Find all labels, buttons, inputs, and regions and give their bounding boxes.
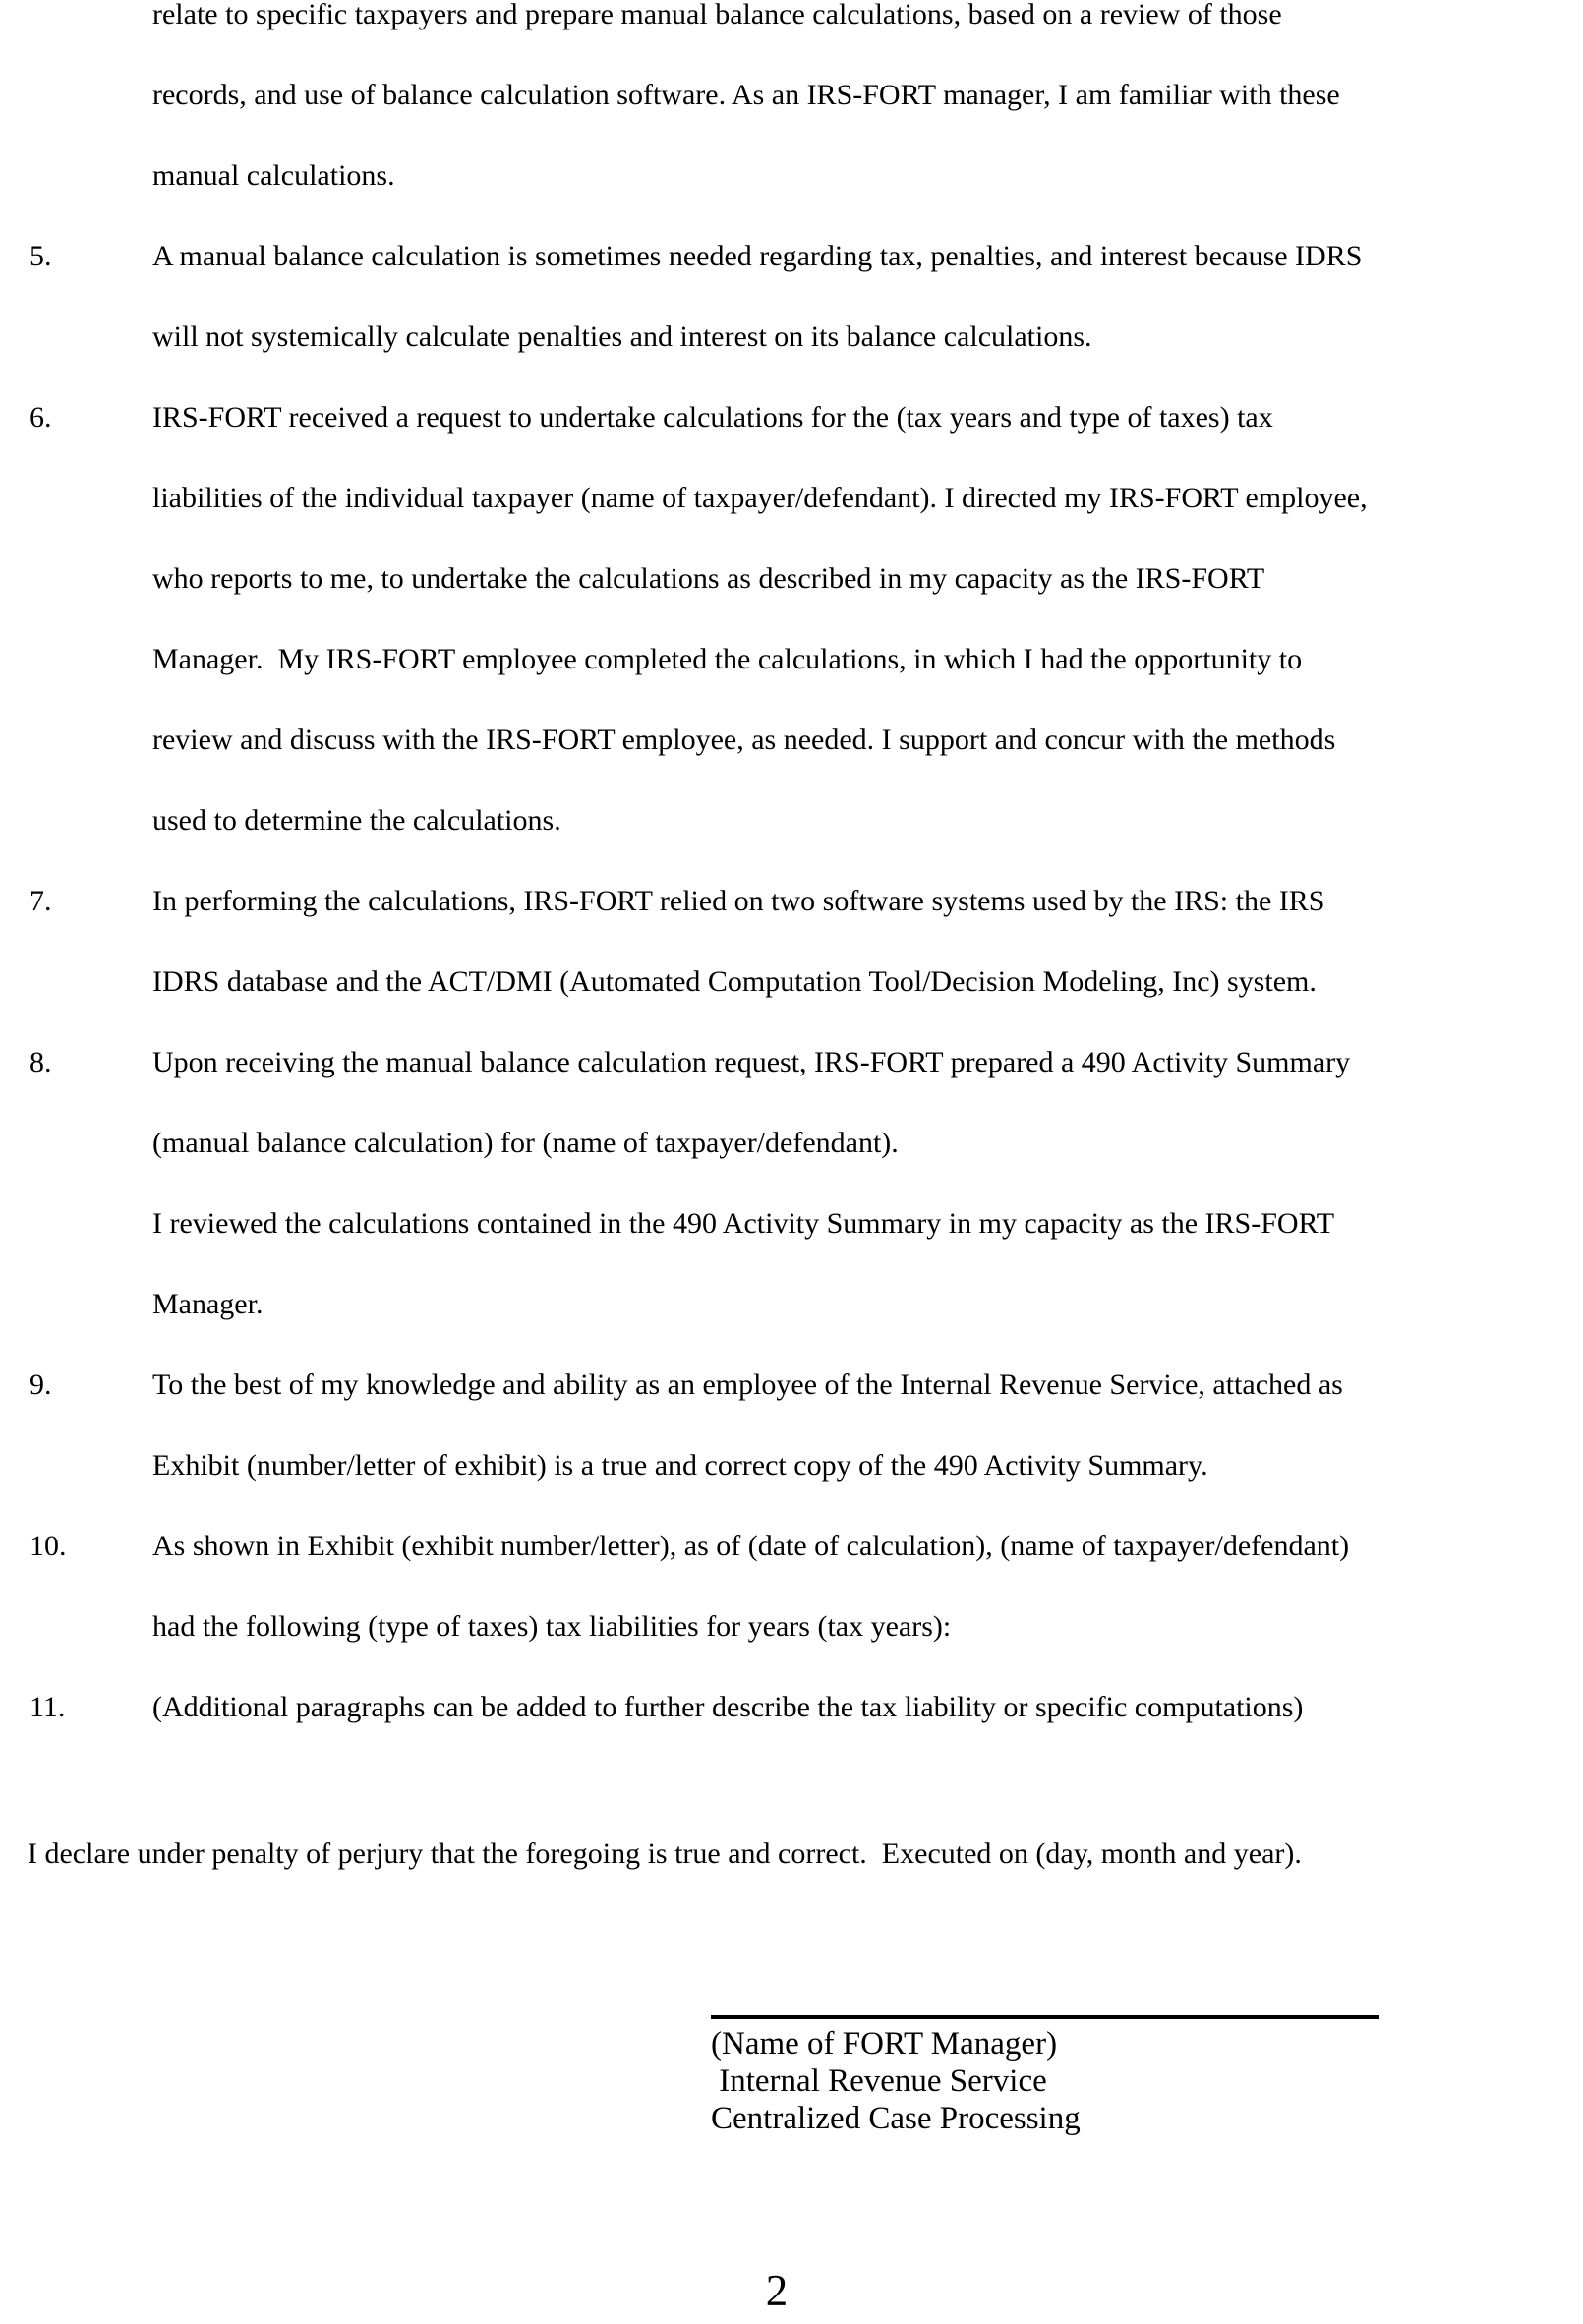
signature-line bbox=[711, 2015, 1379, 2019]
text-line-content: review and discuss with the IRS-FORT employee, as needed. I support and concur with the methods bbox=[152, 724, 1336, 756]
text-line bbox=[0, 1345, 1583, 1425]
text-line bbox=[0, 781, 1583, 861]
paragraph-number: 7. bbox=[29, 885, 52, 917]
text-line-content: A manual balance calculation is sometimes needed regarding tax, penalties, and interest because IDRS bbox=[152, 240, 1363, 272]
paragraph-11 bbox=[0, 1667, 1583, 1748]
text-line bbox=[0, 700, 1583, 781]
text-line-content: Upon receiving the manual balance calculation request, IRS-FORT prepared a 490 Activity Summary bbox=[152, 1046, 1351, 1078]
paragraph-number: 10. bbox=[29, 1530, 67, 1562]
text-line bbox=[0, 1022, 1583, 1103]
text-line bbox=[0, 1506, 1583, 1587]
text-line-content: liabilities of the individual taxpayer (name of taxpayer/defendant). I directed my IRS-FORT employee, bbox=[152, 482, 1368, 514]
text-line bbox=[0, 1667, 1583, 1748]
text-line bbox=[0, 1184, 1583, 1264]
paragraph-number: 11. bbox=[29, 1691, 66, 1723]
signature-agency-label: Internal Revenue Service bbox=[711, 2063, 1047, 2099]
text-line-content: Manager. bbox=[152, 1288, 264, 1320]
text-line bbox=[0, 539, 1583, 619]
text-line-content: had the following (type of taxes) tax liabilities for years (tax years): bbox=[152, 1610, 952, 1643]
text-line-content: In performing the calculations, IRS-FORT relied on two software systems used by the IRS: the IRS bbox=[152, 885, 1325, 917]
perjury-declaration-line: I declare under penalty of perjury that the foregoing is true and correct. Executed on (day, month and year). bbox=[28, 1837, 1302, 1870]
text-line-content: will not systemically calculate penalties and interest on its balance calculations. bbox=[152, 320, 1092, 353]
text-line bbox=[0, 942, 1583, 1022]
text-line bbox=[0, 1425, 1583, 1506]
text-line-content: (Additional paragraphs can be added to further describe the tax liability or specific computations) bbox=[152, 1691, 1304, 1723]
text-line-content: (manual balance calculation) for (name of taxpayer/defendant). bbox=[152, 1127, 899, 1159]
text-line-content: As shown in Exhibit (exhibit number/letter), as of (date of calculation), (name of taxpayer/defendant) bbox=[152, 1530, 1350, 1562]
paragraph-number: 8. bbox=[29, 1046, 52, 1078]
text-line bbox=[0, 1103, 1583, 1184]
paragraph-6 bbox=[0, 378, 1583, 861]
text-line bbox=[0, 1264, 1583, 1345]
page-number: 2 bbox=[765, 2266, 789, 2315]
text-line bbox=[0, 619, 1583, 700]
text-line-content: Manager. My IRS-FORT employee completed the calculations, in which I had the opportunity to bbox=[152, 643, 1303, 675]
paragraph-number: 9. bbox=[29, 1368, 52, 1401]
signature-name-label: (Name of FORT Manager) bbox=[711, 2026, 1058, 2062]
paragraph-10 bbox=[0, 1506, 1583, 1667]
paragraph-8 bbox=[0, 1022, 1583, 1345]
paragraph-intro-continuation bbox=[0, 0, 1583, 216]
text-line bbox=[0, 0, 1583, 55]
text-line-content: To the best of my knowledge and ability as an employee of the Internal Revenue Service, attached as bbox=[152, 1368, 1343, 1401]
signature-block bbox=[711, 2015, 1379, 2137]
text-line-content: who reports to me, to undertake the calculations as described in my capacity as the IRS-FORT bbox=[152, 562, 1265, 595]
paragraph-5 bbox=[0, 216, 1583, 378]
paragraph-7 bbox=[0, 861, 1583, 1022]
paragraph-number: 6. bbox=[29, 401, 52, 434]
text-line bbox=[0, 297, 1583, 378]
text-line-content: relate to specific taxpayers and prepare manual balance calculations, based on a review of those bbox=[152, 0, 1282, 30]
text-line-content: manual calculations. bbox=[152, 159, 395, 192]
text-line bbox=[0, 378, 1583, 458]
text-line bbox=[0, 458, 1583, 539]
text-line-content: used to determine the calculations. bbox=[152, 804, 561, 837]
text-line-content: IRS-FORT received a request to undertake calculations for the (tax years and type of taxes) tax bbox=[152, 401, 1273, 434]
text-line bbox=[0, 136, 1583, 216]
text-line-content: Exhibit (number/letter of exhibit) is a true and correct copy of the 490 Activity Summary. bbox=[152, 1449, 1208, 1482]
text-line bbox=[0, 861, 1583, 942]
text-line bbox=[0, 216, 1583, 297]
text-line-content: IDRS database and the ACT/DMI (Automated Computation Tool/Decision Modeling, Inc) system. bbox=[152, 965, 1317, 998]
paragraph-number: 5. bbox=[29, 240, 52, 272]
text-line bbox=[0, 1587, 1583, 1667]
text-line bbox=[0, 55, 1583, 136]
paragraph-9 bbox=[0, 1345, 1583, 1506]
text-line-content: records, and use of balance calculation software. As an IRS-FORT manager, I am familiar with these bbox=[152, 79, 1340, 111]
signature-office-label: Centralized Case Processing bbox=[711, 2101, 1081, 2136]
text-line-content: I reviewed the calculations contained in the 490 Activity Summary in my capacity as the IRS-FORT bbox=[152, 1207, 1335, 1240]
